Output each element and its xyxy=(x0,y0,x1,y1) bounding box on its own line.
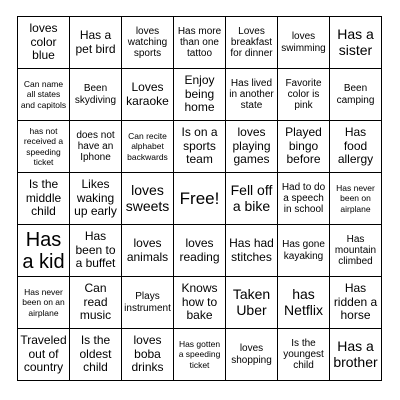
bingo-cell[interactable]: loves boba drinks xyxy=(122,329,174,381)
bingo-cell[interactable]: loves swimming xyxy=(278,17,330,69)
bingo-cell[interactable]: Can read music xyxy=(70,277,122,329)
bingo-cell[interactable]: Is the middle child xyxy=(18,173,70,225)
bingo-cell[interactable]: Is the oldest child xyxy=(70,329,122,381)
bingo-cell[interactable]: loves animals xyxy=(122,225,174,277)
bingo-cell[interactable]: Loves karaoke xyxy=(122,69,174,121)
bingo-cell[interactable]: Likes waking up early xyxy=(70,173,122,225)
bingo-cell[interactable]: Has more than one tattoo xyxy=(174,17,226,69)
bingo-cell[interactable]: Has a sister xyxy=(330,17,382,69)
bingo-cell[interactable]: loves watching sports xyxy=(122,17,174,69)
bingo-cell[interactable]: Plays instrument xyxy=(122,277,174,329)
bingo-cell[interactable]: Fell off a bike xyxy=(226,173,278,225)
bingo-cell[interactable]: Has never been on an airplane xyxy=(18,277,70,329)
bingo-cell[interactable]: loves shopping xyxy=(226,329,278,381)
bingo-cell[interactable]: Has a kid xyxy=(18,225,70,277)
bingo-cell[interactable]: has not received a speeding ticket xyxy=(18,121,70,173)
bingo-cell[interactable]: Has gotten a speeding ticket xyxy=(174,329,226,381)
bingo-cell[interactable]: loves reading xyxy=(174,225,226,277)
bingo-cell[interactable]: Has never been on airplane xyxy=(330,173,382,225)
bingo-cell[interactable]: does not have an Iphone xyxy=(70,121,122,173)
bingo-cell[interactable]: Has gone kayaking xyxy=(278,225,330,277)
bingo-cell[interactable]: Has a pet bird xyxy=(70,17,122,69)
bingo-cell[interactable]: Taken Uber xyxy=(226,277,278,329)
bingo-cell[interactable]: Traveled out of country xyxy=(18,329,70,381)
bingo-cell[interactable]: Can recite alphabet backwards xyxy=(122,121,174,173)
bingo-cell[interactable]: loves color blue xyxy=(18,17,70,69)
bingo-cell[interactable]: Played bingo before xyxy=(278,121,330,173)
bingo-cell[interactable]: Favorite color is pink xyxy=(278,69,330,121)
bingo-cell[interactable]: Has a brother xyxy=(330,329,382,381)
bingo-cell[interactable]: Enjoy being home xyxy=(174,69,226,121)
bingo-cell[interactable]: loves sweets xyxy=(122,173,174,225)
bingo-board xyxy=(17,16,382,381)
bingo-cell[interactable]: Has had stitches xyxy=(226,225,278,277)
bingo-cell[interactable]: Had to do a speech in school xyxy=(278,173,330,225)
bingo-cell[interactable]: Has food allergy xyxy=(330,121,382,173)
bingo-cell[interactable]: Knows how to bake xyxy=(174,277,226,329)
bingo-cell[interactable]: Has ridden a horse xyxy=(330,277,382,329)
bingo-cell[interactable]: Has mountain climbed xyxy=(330,225,382,277)
bingo-cell[interactable]: has Netflix xyxy=(278,277,330,329)
bingo-cell[interactable]: Loves breakfast for dinner xyxy=(226,17,278,69)
bingo-cell[interactable]: loves playing games xyxy=(226,121,278,173)
bingo-cell[interactable]: Is the youngest child xyxy=(278,329,330,381)
bingo-cell[interactable]: Been camping xyxy=(330,69,382,121)
bingo-cell[interactable]: Has lived in another state xyxy=(226,69,278,121)
bingo-cell[interactable]: Is on a sports team xyxy=(174,121,226,173)
bingo-cell[interactable]: Been skydiving xyxy=(70,69,122,121)
bingo-cell[interactable]: Has been to a buffet xyxy=(70,225,122,277)
free-space-cell[interactable]: Free! xyxy=(174,173,226,225)
bingo-cell[interactable]: Can name all states and capitols xyxy=(18,69,70,121)
